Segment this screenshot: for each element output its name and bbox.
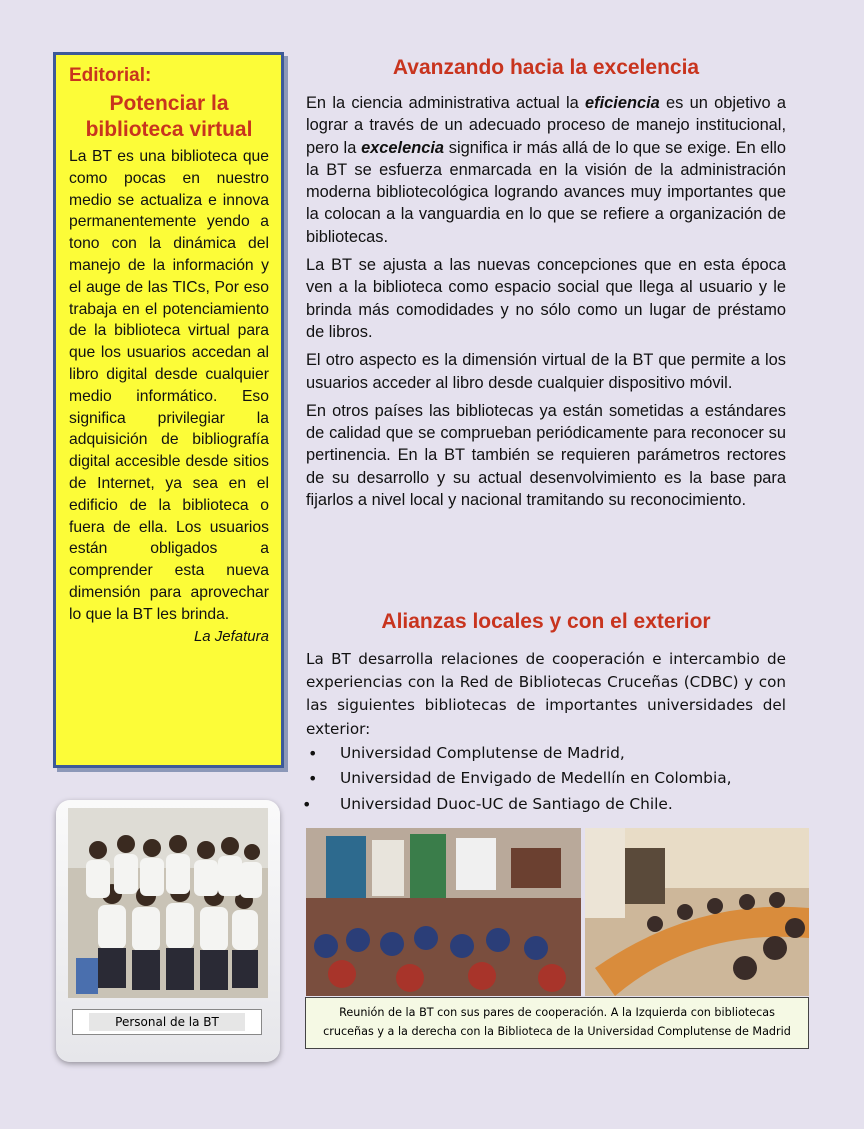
staff-caption: Personal de la BT <box>72 1009 262 1035</box>
editorial-box <box>53 52 284 768</box>
section-alianzas <box>306 610 786 817</box>
staff-photo-frame <box>56 800 280 1062</box>
emphasis-eficiencia: eficiencia <box>585 94 660 112</box>
meeting-caption: Reunión de la BT con sus pares de cooperación. A la Izquierda con bibliotecas cruceñas y a la derecha con la Biblioteca de la Universidad Complutense de Madrid <box>305 997 809 1049</box>
paragraph-4: En otros países las bibliotecas ya están sometidas a estándares de calidad que se comprueban periódicamente para reconocer su pertinencia. En la BT también se requieren parámetros rectores de su desarrollo y su actual desenvolvimiento es la base para fijarlos a nivel local y nacional tramitando su reconocimiento. <box>306 401 786 510</box>
list-item: • Universidad Duoc-UC de Santiago de Chile. <box>300 792 780 818</box>
staff-photo <box>68 808 268 998</box>
meeting-photo-right <box>585 828 809 996</box>
emphasis-excelencia: excelencia <box>361 138 444 157</box>
paragraph-1: En la ciencia administrativa actual la eficiencia es un objetivo a lograr a través de un adecuado proceso de manejo institucional, pero la excelencia significa ir más allá de lo que se exige. En ello la BT se esfuerza enmarcada en la visión de la administración moderna bibliotecológica logrando avances muy importantes que la colocan a la vanguardia en lo que se refiere a organización de bibliotecas. <box>306 94 786 246</box>
list-item: • Universidad Complutense de Madrid, <box>306 741 786 767</box>
editorial-label: Editorial: <box>69 65 152 86</box>
paragraph-3: El otro aspecto es la dimensión virtual de la BT que permite a los usuarios acceder al libro desde cualquier dispositivo móvil. <box>306 351 786 392</box>
university-list <box>306 741 786 818</box>
alianzas-intro: La BT desarrolla relaciones de cooperación e intercambio de experiencias con la Red de Bibliotecas Cruceñas (CDBC) y con las siguientes bibliotecas de importantes universidades del exterior: <box>306 650 786 738</box>
editorial-body: La BT es una biblioteca que como pocas en nuestro medio se actualiza e innova permanentemente yendo a tono con la dinámica del manejo de la información y el auge de las TICs, Por eso trabaja en el potenciamiento de la biblioteca virtual para que los usuarios accedan al libro digital desde cualquier medio informático. Eso significa privilegiar la adquisición de bibliografía digital accesible desde sitios de Internet, ya sea en el edificio de la biblioteca o fuera de ella. Los usuarios están obligados a comprender esta nueva dimensión para aprovechar lo que la BT les brinda. <box>69 148 269 623</box>
editorial-signature: La Jefatura <box>193 627 269 645</box>
editorial-title: Potenciar la biblioteca virtual <box>85 92 253 141</box>
section-heading: Alianzas locales y con el exterior <box>381 610 711 633</box>
list-item: • Universidad de Envigado de Medellín en Colombia, <box>306 766 786 792</box>
meeting-photo-left <box>306 828 581 996</box>
section-heading: Avanzando hacia la excelencia <box>392 56 700 79</box>
paragraph-2: La BT se ajusta a las nuevas concepciones que en esta época ven a la biblioteca como espacio social que llega al usuario y le brinda más comodidades y no sólo como un lugar de préstamo de libros. <box>306 256 786 341</box>
section-excelencia <box>306 56 786 517</box>
